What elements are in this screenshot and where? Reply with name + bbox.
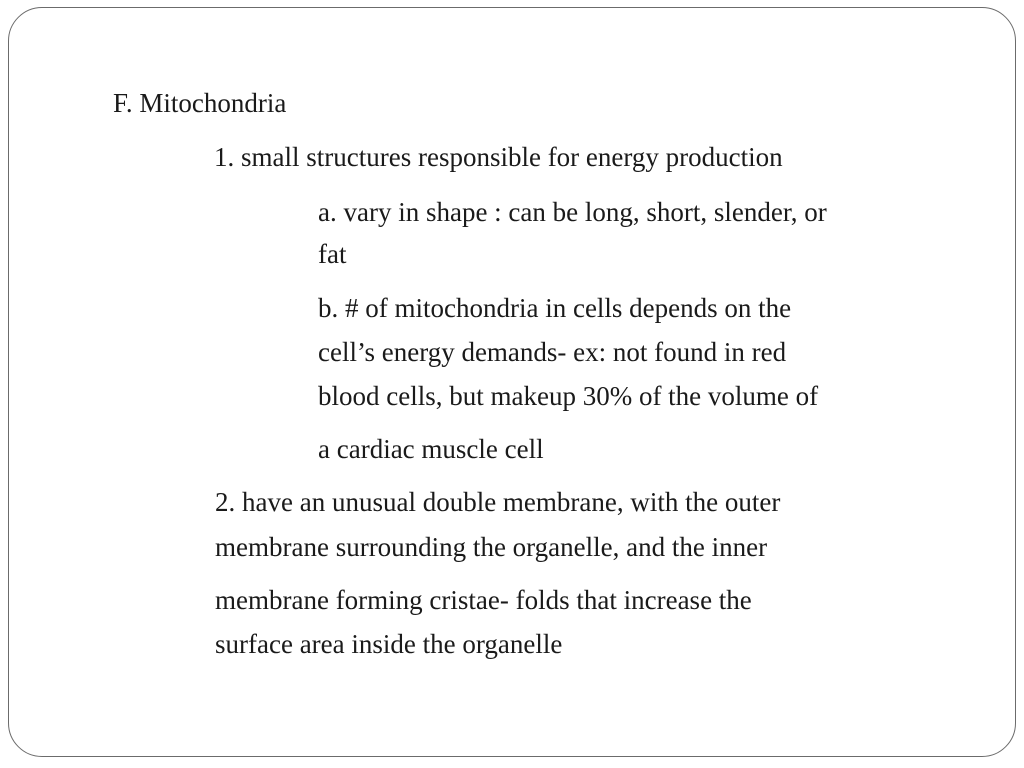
point-2-line-3: membrane forming cristae- folds that increase the bbox=[215, 585, 752, 615]
point-2-line-2: membrane surrounding the organelle, and the inner bbox=[215, 532, 768, 562]
point-1: 1. small structures responsible for energy production bbox=[214, 142, 783, 172]
point-1b-line-2: cell’s energy demands- ex: not found in red bbox=[318, 337, 787, 367]
point-1b-line-3: blood cells, but makeup 30% of the volume of bbox=[318, 381, 819, 411]
point-1a-line-2: fat bbox=[318, 239, 347, 269]
point-2-line-4: surface area inside the organelle bbox=[215, 629, 563, 659]
point-1b-line-4: a cardiac muscle cell bbox=[318, 434, 544, 464]
point-1a-line-1: a. vary in shape : can be long, short, slender, or bbox=[318, 197, 827, 227]
section-heading: F. Mitochondria bbox=[113, 88, 287, 118]
point-2-line-1: 2. have an unusual double membrane, with the outer bbox=[215, 487, 781, 517]
point-1b-line-1: b. # of mitochondria in cells depends on the bbox=[318, 293, 792, 323]
